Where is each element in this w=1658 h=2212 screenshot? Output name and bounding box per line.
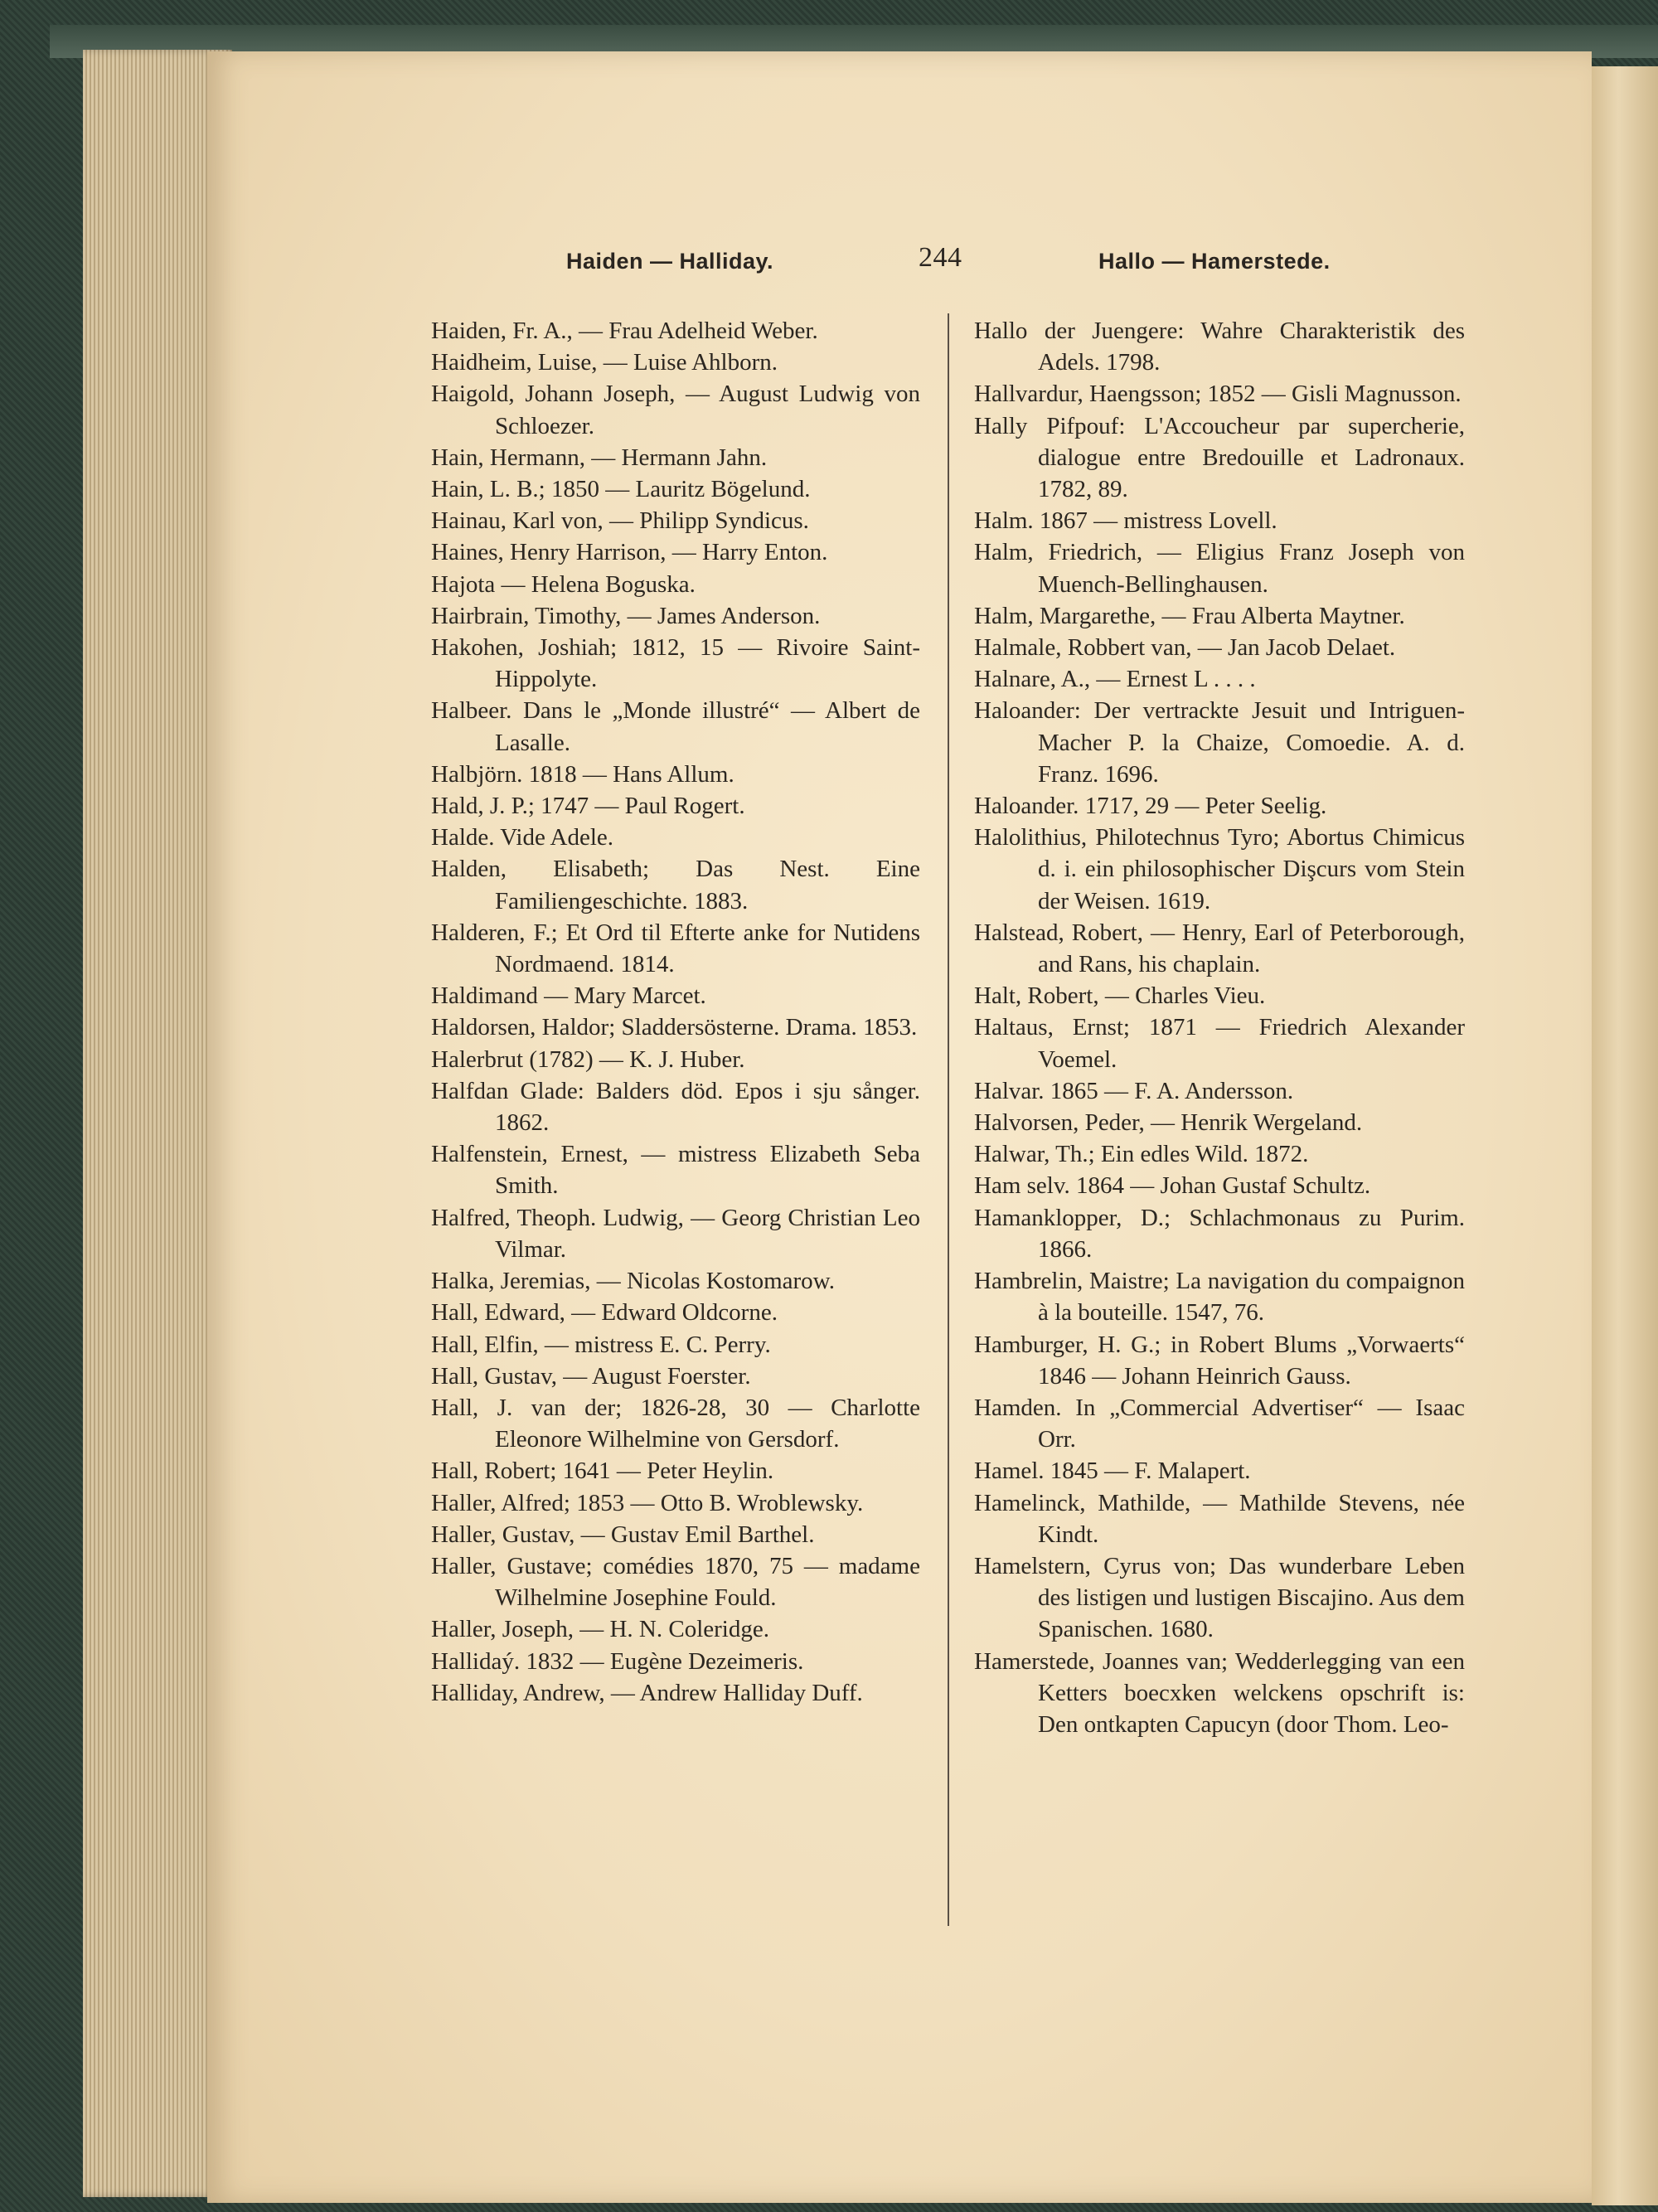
index-entry: Hajota — Helena Boguska. xyxy=(431,570,696,598)
index-entry: Halbjörn. 1818 — Hans Allum. xyxy=(431,760,734,788)
index-entry: Halderen, F.; Et Ord til Efterte anke for Nutidens Nordmaend. 1814. xyxy=(431,919,920,978)
index-entry: Hainau, Karl von, — Philipp Syndicus. xyxy=(431,507,809,535)
page-number: 244 xyxy=(919,242,962,273)
left-column xyxy=(431,315,920,1709)
index-entry: Haigold, Johann Joseph, — August Ludwig von Schloezer. xyxy=(431,381,920,439)
index-entry: Halm. 1867 — mistress Lovell. xyxy=(974,507,1277,535)
index-entry: Hall, J. van der; 1826-28, 30 — Charlotte Eleonore Wilhelmine von Gersdorf. xyxy=(431,1394,920,1453)
index-entry: Halliday, Andrew, — Andrew Halliday Duff. xyxy=(431,1679,863,1706)
index-entry: Hallo der Juengere: Wahre Charakteristik des Adels. 1798. xyxy=(974,318,1465,376)
index-entry: Haldorsen, Haldor; Sladdersösterne. Drama. 1853. xyxy=(431,1014,918,1041)
index-entry: Haldimand — Mary Marcet. xyxy=(431,982,706,1010)
index-entry: Hain, Hermann, — Hermann Jahn. xyxy=(431,444,768,471)
index-entry: Hally Pifpouf: L'Accoucheur par supercherie, dialogue entre Bredouille et Ladronaux. 1782, 89. xyxy=(974,412,1465,503)
index-entry: Hamden. In „Commercial Advertiser“ — Isaac Orr. xyxy=(974,1394,1465,1453)
index-entry: Haloander. 1717, 29 — Peter Seelig. xyxy=(974,793,1327,820)
index-entry: Halm, Friedrich, — Eligius Franz Joseph von Muench-Bellinghausen. xyxy=(974,539,1465,598)
index-entry: Haiden, Fr. A., — Frau Adelheid Weber. xyxy=(431,318,818,344)
index-entry: Haloander: Der vertrackte Jesuit und Intriguen-Macher P. la Chaize, Comoedie. A. d. Franz. 1696. xyxy=(974,697,1465,788)
facing-page-edge xyxy=(1592,66,1658,2205)
index-entry: Hald, J. P.; 1747 — Paul Rogert. xyxy=(431,793,745,820)
index-entry: Hallvardur, Haengsson; 1852 — Gisli Magnusson. xyxy=(974,381,1462,408)
running-header-right: Hallo — Hamerstede. xyxy=(1098,249,1331,274)
index-entry: Hamanklopper, D.; Schlachmonaus zu Purim. 1866. xyxy=(974,1204,1465,1263)
index-entry: Halm, Margarethe, — Frau Alberta Maytner. xyxy=(974,602,1405,629)
index-entry: Haines, Henry Harrison, — Harry Enton. xyxy=(431,539,828,566)
index-entry: Hamburger, H. G.; in Robert Blums „Vorwaerts“ 1846 — Johann Heinrich Gauss. xyxy=(974,1331,1465,1390)
index-entry: Halt, Robert, — Charles Vieu. xyxy=(974,982,1266,1010)
index-entry: Halolithius, Philotechnus Tyro; Abortus Chimicus d. i. ein philosophischer Dişcurs vom Stein der Weisen. 1619. xyxy=(974,824,1465,914)
index-entry: Hamerstede, Joannes van; Wedderlegging van een Ketters boecxken welckens opschrift is: Den ontkapten Capucyn (door Thom. Leo- xyxy=(974,1647,1465,1738)
index-entry: Hairbrain, Timothy, — James Anderson. xyxy=(431,602,821,629)
index-entry: Hall, Robert; 1641 — Peter Heylin. xyxy=(431,1458,774,1485)
index-entry: Halka, Jeremias, — Nicolas Kostomarow. xyxy=(431,1268,835,1295)
index-entry: Haller, Alfred; 1853 — Otto B. Wroblewsky. xyxy=(431,1489,864,1516)
index-entry: Halfenstein, Ernest, — mistress Elizabeth Seba Smith. xyxy=(431,1141,920,1200)
index-entry: Hamel. 1845 — F. Malapert. xyxy=(974,1458,1251,1485)
index-entry: Hakohen, Joshiah; 1812, 15 — Rivoire Saint-Hippolyte. xyxy=(431,634,920,693)
index-entry: Ham selv. 1864 — Johan Gustaf Schultz. xyxy=(974,1172,1371,1200)
index-entry: Halfred, Theoph. Ludwig, — Georg Christian Leo Vilmar. xyxy=(431,1204,920,1263)
index-entry: Hall, Edward, — Edward Oldcorne. xyxy=(431,1299,778,1327)
index-entry: Halde. Vide Adele. xyxy=(431,824,613,851)
index-entry: Hallidaý. 1832 — Eugène Dezeimeris. xyxy=(431,1647,804,1675)
index-entry: Halbeer. Dans le „Monde illustré“ — Albert de Lasalle. xyxy=(431,697,920,756)
column-divider xyxy=(948,313,949,1926)
right-column xyxy=(974,315,1465,1740)
index-entry: Haller, Gustave; comédies 1870, 75 — madame Wilhelmine Josephine Fould. xyxy=(431,1552,920,1612)
index-entry: Halmale, Robbert van, — Jan Jacob Delaet. xyxy=(974,634,1396,662)
index-entry: Halvar. 1865 — F. A. Andersson. xyxy=(974,1077,1294,1104)
index-entry: Haller, Joseph, — H. N. Coleridge. xyxy=(431,1616,769,1643)
index-entry: Hamelinck, Mathilde, — Mathilde Stevens, née Kindt. xyxy=(974,1489,1465,1548)
index-entry: Hambrelin, Maistre; La navigation du compaignon à la bouteille. 1547, 76. xyxy=(974,1268,1465,1327)
index-entry: Hamelstern, Cyrus von; Das wunderbare Leben des listigen und lustigen Biscajino. Aus dem Spanischen. 1680. xyxy=(974,1552,1465,1643)
index-entry: Hall, Gustav, — August Foerster. xyxy=(431,1362,751,1390)
index-entry: Halstead, Robert, — Henry, Earl of Peterborough, and Rans, his chaplain. xyxy=(974,919,1465,978)
index-entry: Halwar, Th.; Ein edles Wild. 1872. xyxy=(974,1141,1309,1168)
index-entry: Hain, L. B.; 1850 — Lauritz Bögelund. xyxy=(431,476,811,503)
index-entry: Haller, Gustav, — Gustav Emil Barthel. xyxy=(431,1521,815,1548)
index-entry: Halvorsen, Peder, — Henrik Wergeland. xyxy=(974,1109,1363,1137)
index-entry: Hall, Elfin, — mistress E. C. Perry. xyxy=(431,1331,771,1358)
index-entry: Halfdan Glade: Balders död. Epos i sju sånger. 1862. xyxy=(431,1077,920,1137)
index-entry: Haidheim, Luise, — Luise Ahlborn. xyxy=(431,349,778,376)
index-entry: Halden, Elisabeth; Das Nest. Eine Familiengeschichte. 1883. xyxy=(431,856,920,914)
index-entry: Halnare, A., — Ernest L . . . . xyxy=(974,666,1256,693)
running-header-left: Haiden — Halliday. xyxy=(566,249,774,274)
index-entry: Halerbrut (1782) — K. J. Huber. xyxy=(431,1045,745,1073)
index-entry: Haltaus, Ernst; 1871 — Friedrich Alexander Voemel. xyxy=(974,1014,1465,1073)
